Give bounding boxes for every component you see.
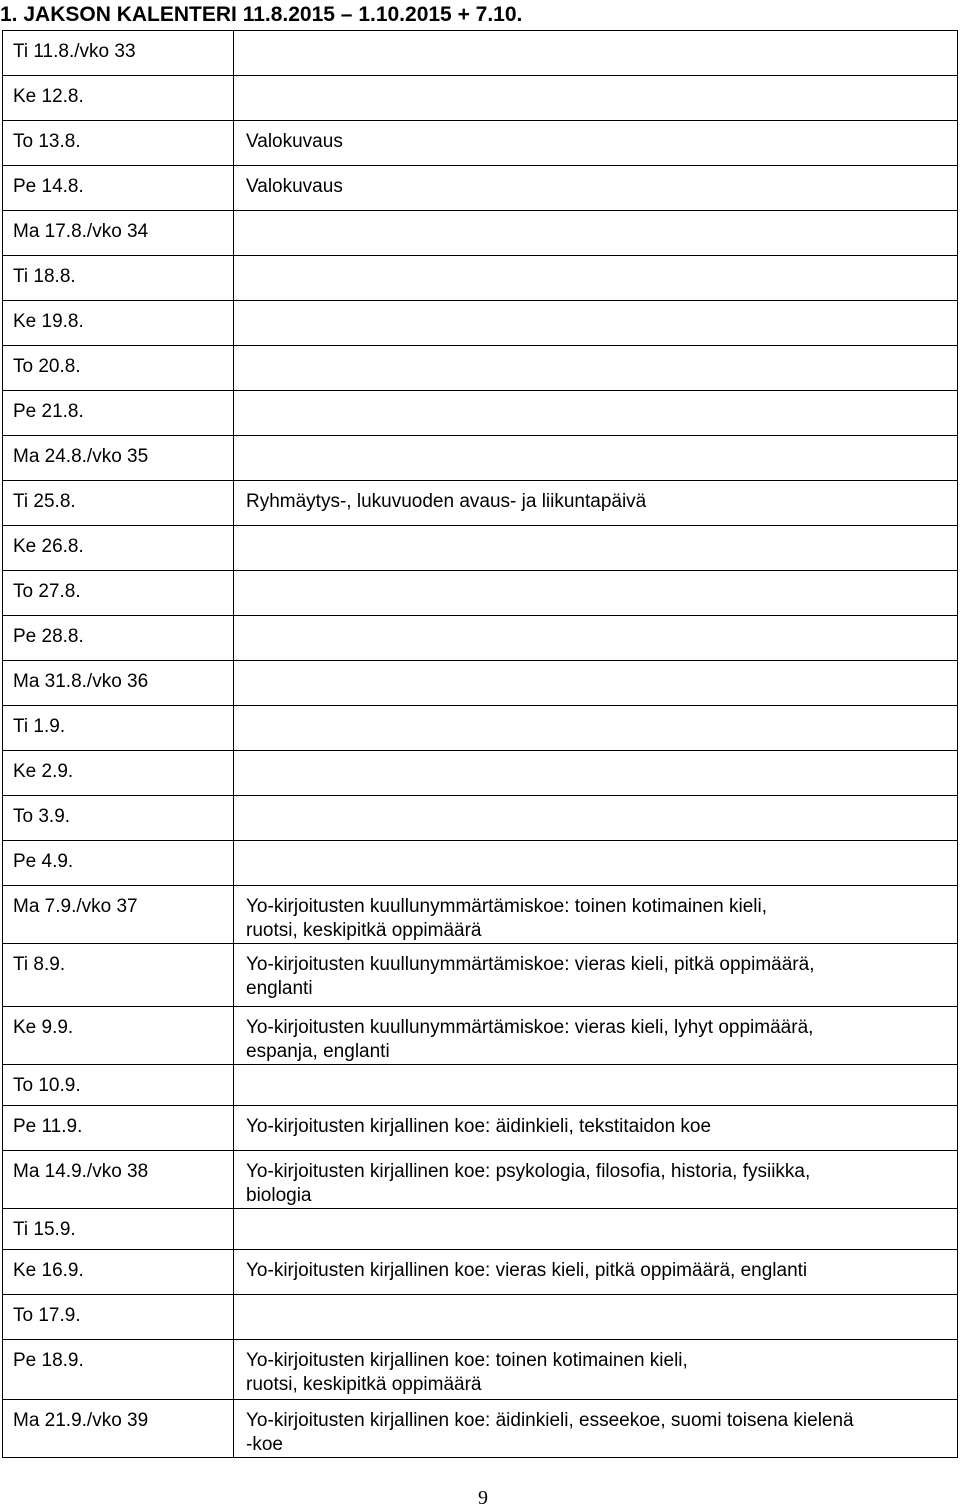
date-text: Pe 28.8. — [13, 626, 84, 647]
date-cell — [3, 944, 234, 1007]
event-text: Yo-kirjoitusten kuullunymmärtämiskoe: vieras kieli, lyhyt oppimäärä, espanja, englanti — [246, 1017, 814, 1062]
table-row — [3, 391, 958, 436]
event-text: Yo-kirjoitusten kirjallinen koe: psykologia, filosofia, historia, fysiikka, biologia — [246, 1161, 811, 1206]
date-cell — [3, 706, 234, 751]
date-cell — [3, 796, 234, 841]
event-cell — [234, 841, 958, 886]
table-row — [3, 436, 958, 481]
date-text: Ma 31.8./vko 36 — [13, 671, 149, 692]
date-cell — [3, 76, 234, 121]
table-row — [3, 1007, 958, 1065]
table-row — [3, 1250, 958, 1295]
table-row — [3, 571, 958, 616]
event-cell — [234, 796, 958, 841]
event-cell — [234, 301, 958, 346]
event-cell — [234, 571, 958, 616]
table-row — [3, 1400, 958, 1458]
date-text: Pe 21.8. — [13, 401, 84, 422]
event-cell — [234, 526, 958, 571]
date-cell — [3, 346, 234, 391]
table-row — [3, 841, 958, 886]
date-text: To 17.9. — [13, 1305, 81, 1326]
date-cell — [3, 436, 234, 481]
date-text: Ke 26.8. — [13, 536, 84, 557]
event-cell — [234, 436, 958, 481]
table-row — [3, 1295, 958, 1340]
date-cell — [3, 1250, 234, 1295]
event-text: Ryhmäytys-, lukuvuoden avaus- ja liikuntapäivä — [246, 491, 647, 512]
date-text: Ma 7.9./vko 37 — [13, 896, 138, 917]
event-cell — [234, 751, 958, 796]
date-text: Ma 17.8./vko 34 — [13, 221, 149, 242]
date-text: Ke 19.8. — [13, 311, 84, 332]
table-row — [3, 346, 958, 391]
calendar-body — [3, 31, 958, 1458]
event-cell — [234, 1295, 958, 1340]
event-text: Yo-kirjoitusten kirjallinen koe: äidinkieli, tekstitaidon koe — [246, 1116, 712, 1137]
page-number: 9 — [478, 1487, 488, 1509]
date-text: Ke 12.8. — [13, 86, 84, 107]
event-cell — [234, 346, 958, 391]
table-row — [3, 661, 958, 706]
date-text: To 10.9. — [13, 1075, 81, 1096]
date-cell — [3, 841, 234, 886]
event-cell — [234, 391, 958, 436]
date-cell — [3, 481, 234, 526]
event-cell — [234, 76, 958, 121]
table-row — [3, 751, 958, 796]
date-text: To 13.8. — [13, 131, 81, 152]
date-text: Ti 11.8./vko 33 — [13, 41, 136, 62]
event-cell — [234, 121, 958, 166]
table-row — [3, 1151, 958, 1209]
date-cell — [3, 751, 234, 796]
date-text: Ti 25.8. — [13, 491, 76, 512]
date-cell — [3, 301, 234, 346]
table-row — [3, 211, 958, 256]
date-text: Pe 11.9. — [13, 1116, 83, 1137]
date-cell — [3, 121, 234, 166]
event-cell — [234, 661, 958, 706]
date-cell — [3, 1295, 234, 1340]
date-cell — [3, 526, 234, 571]
date-text: Pe 14.8. — [13, 176, 84, 197]
event-cell — [234, 481, 958, 526]
table-row — [3, 301, 958, 346]
date-text: Ke 16.9. — [13, 1260, 84, 1281]
date-text: To 20.8. — [13, 356, 81, 377]
date-cell — [3, 886, 234, 944]
event-cell — [234, 886, 958, 944]
date-cell — [3, 391, 234, 436]
date-cell — [3, 1209, 234, 1250]
date-cell — [3, 1065, 234, 1106]
date-text: Pe 18.9. — [13, 1350, 84, 1371]
event-cell — [234, 211, 958, 256]
event-text: Yo-kirjoitusten kuullunymmärtämiskoe: vieras kieli, pitkä oppimäärä, englanti — [246, 954, 815, 999]
event-cell — [234, 1340, 958, 1400]
date-text: Ma 21.9./vko 39 — [13, 1410, 149, 1431]
date-cell — [3, 661, 234, 706]
page-title: 1. JAKSON KALENTERI 11.8.2015 – 1.10.2015 + 7.10. — [0, 3, 523, 26]
date-text: Ti 18.8. — [13, 266, 76, 287]
event-text: Yo-kirjoitusten kuullunymmärtämiskoe: toinen kotimainen kieli, ruotsi, keskipitkä oppimäärä — [246, 896, 767, 941]
calendar-table — [2, 30, 958, 1458]
table-row — [3, 481, 958, 526]
date-text: Ma 14.9./vko 38 — [13, 1161, 149, 1182]
table-row — [3, 886, 958, 944]
event-text: Valokuvaus — [246, 176, 343, 197]
event-cell — [234, 1400, 958, 1458]
table-row — [3, 944, 958, 1007]
event-text: Yo-kirjoitusten kirjallinen koe: vieras kieli, pitkä oppimäärä, englanti — [246, 1260, 808, 1281]
table-row — [3, 1209, 958, 1250]
event-cell — [234, 706, 958, 751]
date-text: Ti 8.9. — [13, 954, 66, 975]
date-cell — [3, 1007, 234, 1065]
date-cell — [3, 31, 234, 76]
table-row — [3, 1340, 958, 1400]
date-cell — [3, 1151, 234, 1209]
table-row — [3, 121, 958, 166]
date-text: Ma 24.8./vko 35 — [13, 446, 149, 467]
event-cell — [234, 1007, 958, 1065]
event-cell — [234, 1106, 958, 1151]
table-row — [3, 1106, 958, 1151]
event-cell — [234, 1250, 958, 1295]
table-row — [3, 616, 958, 661]
event-cell — [234, 1209, 958, 1250]
table-row — [3, 706, 958, 751]
event-cell — [234, 1151, 958, 1209]
date-text: Pe 4.9. — [13, 851, 74, 872]
table-row — [3, 31, 958, 76]
date-cell — [3, 166, 234, 211]
table-row — [3, 256, 958, 301]
event-cell — [234, 1065, 958, 1106]
event-cell — [234, 944, 958, 1007]
date-text: Ti 15.9. — [13, 1219, 76, 1240]
table-row — [3, 796, 958, 841]
date-cell — [3, 1340, 234, 1400]
table-row — [3, 76, 958, 121]
date-cell — [3, 1106, 234, 1151]
event-text: Yo-kirjoitusten kirjallinen koe: toinen kotimainen kieli, ruotsi, keskipitkä oppimäärä — [246, 1350, 688, 1395]
event-text: Yo-kirjoitusten kirjallinen koe: äidinkieli, esseekoe, suomi toisena kielenä -koe — [246, 1410, 854, 1455]
event-cell — [234, 256, 958, 301]
date-text: Ke 9.9. — [13, 1017, 74, 1038]
event-cell — [234, 166, 958, 211]
table-row — [3, 1065, 958, 1106]
date-cell — [3, 1400, 234, 1458]
table-row — [3, 166, 958, 211]
table-row — [3, 526, 958, 571]
date-cell — [3, 616, 234, 661]
date-text: Ti 1.9. — [13, 716, 66, 737]
date-text: To 3.9. — [13, 806, 71, 827]
date-cell — [3, 571, 234, 616]
date-cell — [3, 256, 234, 301]
event-cell — [234, 616, 958, 661]
date-cell — [3, 211, 234, 256]
event-text: Valokuvaus — [246, 131, 343, 152]
event-cell — [234, 31, 958, 76]
date-text: To 27.8. — [13, 581, 81, 602]
date-text: Ke 2.9. — [13, 761, 74, 782]
